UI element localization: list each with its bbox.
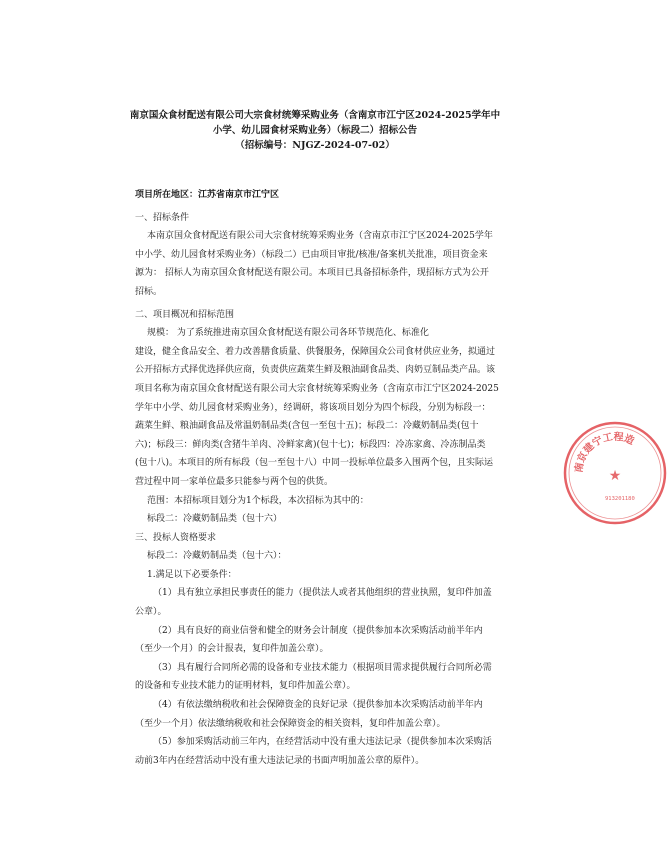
requirement-line: （5）参加采购活动前三年内，在经营活动中没有重大违法记录（提供参加本次采购活: [153, 737, 492, 748]
requirement-line: （3）具有履行合同所必需的设备和专业技术能力（根据项目需求提供履行合同所必需: [153, 662, 492, 673]
paragraph-line: 规模： 为了系统推进南京国众食材配送有限公司各环节规范化、标准化: [147, 328, 429, 339]
paragraph-line: 学年中小学、幼儿园食材采购业务），经调研，将该项目划分为四个标段，分别为标段一：: [135, 402, 491, 413]
requirement-line: （1）具有独立承担民事责任的能力（提供法人或者其他组织的营业执照，复印件加盖: [153, 588, 492, 599]
scope-item: 标段二：冷藏奶制品类（包十六）: [147, 514, 283, 525]
seal-star-icon: ★: [608, 468, 622, 484]
paragraph-line: 六)；标段三：鲜肉类(含猪牛羊肉、冷鲜家禽)(包十七)；标段四：冷冻家禽、冷冻制品类: [135, 439, 486, 450]
document-title: [125, 108, 505, 153]
paragraph-line: 中小学、幼儿园食材采购业务）（标段二）已由项目审批/核准/备案机关批准，项目资金来: [135, 249, 488, 260]
requirement-line: 公章）。: [135, 607, 167, 618]
requirement-line: （至少一个月）的会计报表，复印件加盖公章）。: [135, 644, 329, 655]
requirement-line: （至少一个月）依法缴纳税收和社会保障资金的相关资料，复印件加盖公章）。: [135, 718, 446, 729]
paragraph-line: (包十八)。本项目的所有标段（包一至包十八）中同一投标单位最多入围两个包，且实际运: [135, 458, 494, 469]
requirement-title: 1.满足以下必要条件：: [147, 569, 237, 580]
paragraph-line: 本南京国众食材配送有限公司大宗食材统筹采购业务（含南京市江宁区2024-2025学年: [147, 231, 493, 242]
seal-number: 913201180: [605, 496, 635, 502]
paragraph-line: 蔬菜生鲜、粮油副食品及常温奶制品类(含包一至包十五)；标段二：冷藏奶制品类(包十: [135, 421, 479, 432]
paragraph-line: 营过程中同一家单位最多只能参与两个包的供货。: [135, 476, 334, 487]
paragraph-line: 建设，健全食品安全、着力改善膳食质量、供餐服务，保障国众公司食材供应业务，拟通过: [135, 346, 496, 357]
requirement-line: （4）有依法缴纳税收和社会保障资金的良好记录（提供参加本次采购活动前半年内: [153, 700, 483, 711]
paragraph-line: 源为： 招标人为南京国众食材配送有限公司。本项目已具备招标条件，现招标方式为公开: [135, 268, 489, 279]
company-seal-stamp: [560, 418, 670, 528]
title-line-2: 小学、幼儿园食材采购业务）（标段二）招标公告: [212, 125, 418, 136]
title-line-1: 南京国众食材配送有限公司大宗食材统筹采购业务（含南京市江宁区2024-2025学年中: [129, 110, 501, 121]
requirement-line: 的设备和专业技术能力的证明材料，复印件加盖公章）。: [135, 681, 356, 692]
scope-line: 范围：本招标项目划分为1个标段，本次招标为其中的：: [147, 495, 369, 506]
seal-text: 南京建宁工程造: [573, 431, 636, 474]
paragraph-line: 招标。: [135, 286, 163, 297]
section-heading-project-overview: 二、项目概况和招标范围: [135, 309, 235, 320]
section-heading-qualifications: 三、投标人资格要求: [135, 532, 217, 543]
document-body: [135, 186, 499, 770]
requirement-line: 动前3年内在经营活动中没有重大违法记录的书面声明加盖公章的原件）。: [135, 755, 425, 766]
requirement-line: （2）具有良好的商业信誉和健全的财务会计制度（提供参加本次采购活动前半年内: [153, 625, 483, 636]
project-location: 项目所在地区：江苏省南京市江宁区: [135, 190, 280, 200]
tender-number: （招标编号：NJGZ-2024-07-02）: [235, 140, 395, 151]
section-heading-tender-conditions: 一、招标条件: [135, 212, 190, 223]
paragraph-line: 公开招标方式择优选择供应商，负责供应蔬菜生鲜及粮油副食品类、肉奶豆制品类产品。该: [135, 365, 496, 376]
qualification-lot: 标段二：冷藏奶制品类（包十六）：: [147, 551, 287, 562]
paragraph-line: 项目名称为南京国众食材配送有限公司大宗食材统筹采购业务（含南京市江宁区2024-2025: [135, 383, 499, 394]
